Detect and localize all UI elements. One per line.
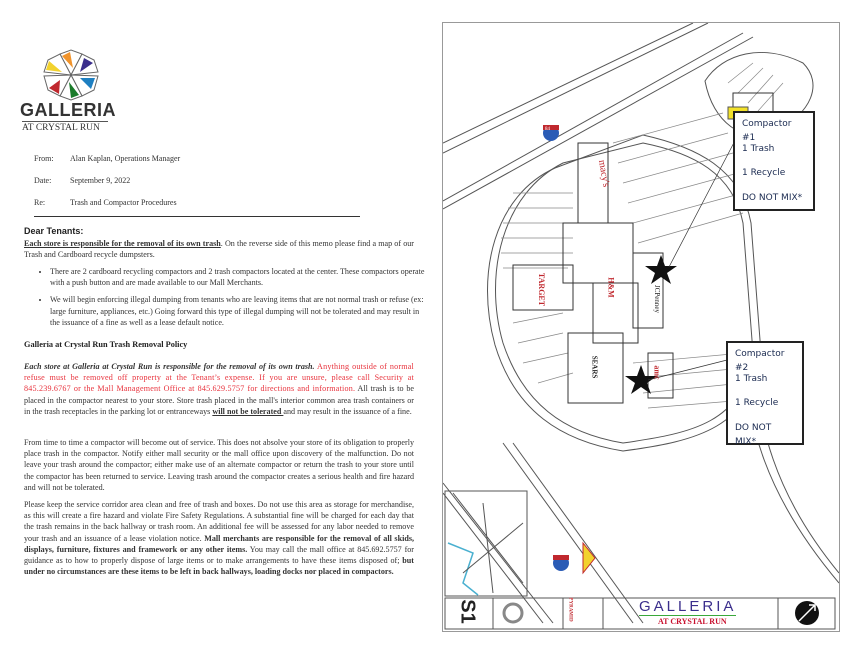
policy-heading: Galleria at Crystal Run Trash Removal Policy xyxy=(24,340,188,349)
bullet-list xyxy=(34,266,426,334)
bullet-item: • We will begin enforcing illegal dumping from tenants who are leaving items that are not normal trash or refuse (ex: large furniture, appliances, etc.) Going forward this type of illegal dumping will not be tolerated and may result in the issuance of a fine as well as a lease default notice. xyxy=(50,294,426,328)
site-map xyxy=(442,22,840,632)
highway-number: 84 xyxy=(545,127,550,132)
title-block-logo-name: GALLERIA xyxy=(639,598,737,615)
policy-paragraph-2: From time to time a compactor will become out of service. This does not absolve your store of its obligation to properly place trash in the compactor. Notify either mall security or the mall office upon discovery of the malfunction. Do not leave your trash around the compactor; either make use of an alternate compactor or return the trash to your store until the compactor has been returned to service. Leaving trash around the compactor creates a serious health and fire hazard and will not be tolerated. xyxy=(24,438,414,492)
highway-shield-icon xyxy=(553,555,569,571)
intro-paragraph: Each store is responsible for the removal of its own trash. On the reverse side of this memo please find a map of our Trash and Cardboard recycle dumpsters. xyxy=(24,239,414,260)
store-label-amc: amc xyxy=(652,365,662,380)
compactor-1-callout: Compactor #1 1 Trash 1 Recycle DO NOT MIX* xyxy=(733,111,815,211)
compactor-2-callout: Compactor #2 1 Trash 1 Recycle DO NOT MIX* xyxy=(726,341,804,445)
store-label-target: TARGET xyxy=(537,272,547,307)
galleria-logo-mark xyxy=(40,48,102,102)
store-label-jcpenney: JCPenney xyxy=(653,285,661,313)
policy-paragraph-1: Each store at Galleria at Crystal Run is responsible for the removal of its own trash. Anything outside of normal refuse must be removed off property at the Tenant’s expense. If you are unsure, please call Security at 845.239.6767 or the Mall Management Office at 845.629.5757 for directions and information. All trash is to be placed in the compactor nearest to your store. Store trash placed in the mall's interior common area trash containers or in the trash receptacles in the parking lot or entranceways will not be tolerated and may result in the issuance of a fine. xyxy=(24,362,415,416)
memo-date: Date: September 9, 2022 xyxy=(34,176,131,185)
title-block-logo-subtitle: AT CRYSTAL RUN xyxy=(658,617,727,626)
logo-subtitle: AT CRYSTAL RUN xyxy=(22,121,108,133)
store-label-macys: macy's xyxy=(595,159,612,188)
galleria-logo-mark xyxy=(504,604,522,622)
store-label-sears: SEARS xyxy=(590,355,599,379)
bullet-item: • There are 2 cardboard recycling compactors and 2 trash compactors located at the center. These compactors operate with a push button and are made available to our Mall Merchants. xyxy=(50,266,426,288)
policy-paragraph-3: Please keep the service corridor area clean and free of trash and boxes. Do not use this area as storage for merchandise, as this will create a fire hazard and violate Fire Safety Regulations. A substantial fine will be charged for each day that the trash remains in the back hallway or trash room. An additional fee will be assessed for any labor needed to remove your trash and an issuance of a lease violation notice. Mall merchants are responsible for the removal of all skids, displays, furniture, fixtures and framework or any other items. You may call the mall office at 845.692.5757 for guidance as to how to properly dispose of large items or to make arrangements to have these items disposed of; but under no circumstances are these items to be left in back hallways, loading docks nor placed in compactors. xyxy=(24,500,415,577)
sheet-number: S1 xyxy=(456,599,479,624)
logo-wordmark: GALLERIA xyxy=(20,100,116,120)
compactor-1-star-icon xyxy=(645,255,677,284)
firm-name: PYRAMID xyxy=(567,597,573,622)
memo-subject: Re: Trash and Compactor Procedures xyxy=(34,198,177,207)
store-label-hm: H&M xyxy=(606,277,616,298)
greeting: Dear Tenants: xyxy=(24,226,84,236)
memo-from: From: Alan Kaplan, Operations Manager xyxy=(34,154,181,163)
divider xyxy=(34,216,360,217)
